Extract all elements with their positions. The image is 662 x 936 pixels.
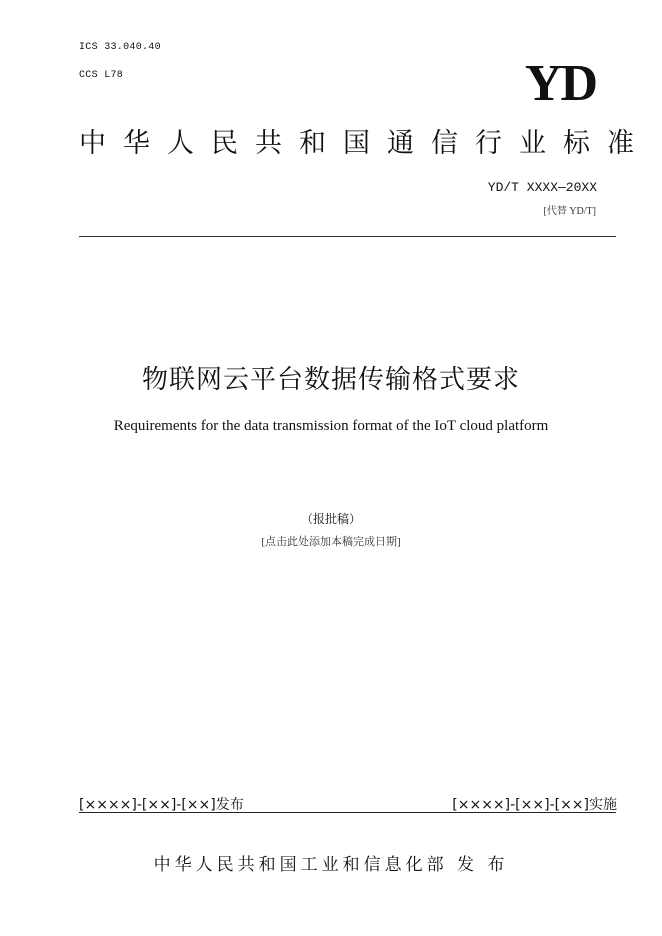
implementation-date: [××××]-[××]-[××]实施 xyxy=(452,797,617,813)
issuing-authority: 中华人民共和国工业和信息化部 发 布 xyxy=(153,855,509,875)
ics-code: ICS 33.040.40 xyxy=(79,42,161,53)
ccs-code: CCS L78 xyxy=(79,70,124,81)
document-title-cn: 物联网云平台数据传输格式要求 xyxy=(141,365,520,395)
issue-date: [××××]-[××]-[××]发布 xyxy=(79,797,244,813)
draft-stage: （报批稿） xyxy=(300,512,361,526)
top-divider xyxy=(79,236,616,237)
completion-date-placeholder[interactable]: [点击此处添加本稿完成日期] xyxy=(261,536,401,548)
standard-category-title: 中华人民共和国通信行业标准 xyxy=(79,128,651,159)
replaces-note: [代替 YD/T] xyxy=(543,206,596,217)
yd-logo: YD xyxy=(524,55,596,112)
document-title-en: Requirements for the data transmission format of the IoT cloud platform xyxy=(113,418,549,434)
standard-number: YD/T XXXX—20XX xyxy=(487,180,597,195)
bottom-divider xyxy=(79,812,616,813)
